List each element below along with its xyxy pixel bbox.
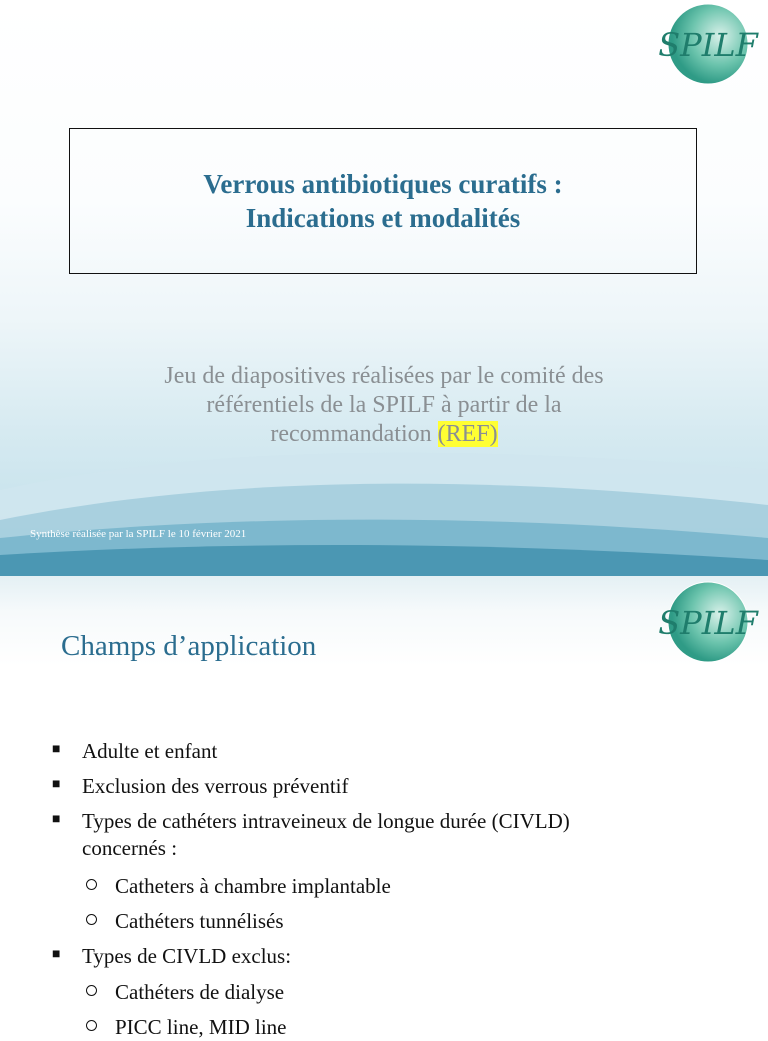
subtitle [100,362,668,449]
subtitle-text: recommandation [270,421,432,447]
square-bullet-icon: ■ [52,742,61,757]
slide-title-line1: Verrous antibiotiques curatifs : [203,169,563,199]
list-item: Types de cathéters intraveineux de longue durée (CIVLD) [82,809,570,833]
content-slide [0,576,768,1039]
square-bullet-icon: ■ [52,947,61,962]
list-item: Exclusion des verrous préventif [82,774,349,798]
svg-text:SPILF: SPILF [658,26,758,64]
list-subitem: Cathéters de dialyse [115,980,285,1004]
svg-text:SPILF: SPILF [658,604,758,642]
spilf-logo [658,578,758,670]
spilf-logo [658,0,758,92]
list-subitem: Catheters à chambre implantable [115,874,391,898]
square-bullet-icon: ■ [52,777,61,792]
list-item: Types de CIVLD exclus: [82,944,292,968]
section-title: Champs d’application [61,630,317,662]
subtitle-line1: Jeu de diapositives réalisées par le comité des [164,363,604,389]
subtitle-line3 [100,420,668,449]
circle-bullet-icon [86,879,97,890]
circle-bullet-icon [86,914,97,925]
circle-bullet-icon [86,985,97,996]
list-item-continuation: concernés : [82,836,178,860]
subtitle-line2: référentiels de la SPILF à partir de la [206,392,562,418]
circle-bullet-icon [86,1020,97,1031]
title-box [69,128,697,274]
ref-highlight: (REF) [437,421,498,447]
list-subitem: PICC line, MID line [115,1015,287,1039]
square-bullet-icon: ■ [52,812,61,827]
footer-note: Synthèse réalisée par la SPILF le 10 février 2021 [30,528,247,540]
list-subitem: Cathéters tunnélisés [115,909,284,933]
slide-title-line2: Indications et modalités [245,203,521,233]
list-item: Adulte et enfant [82,739,218,763]
